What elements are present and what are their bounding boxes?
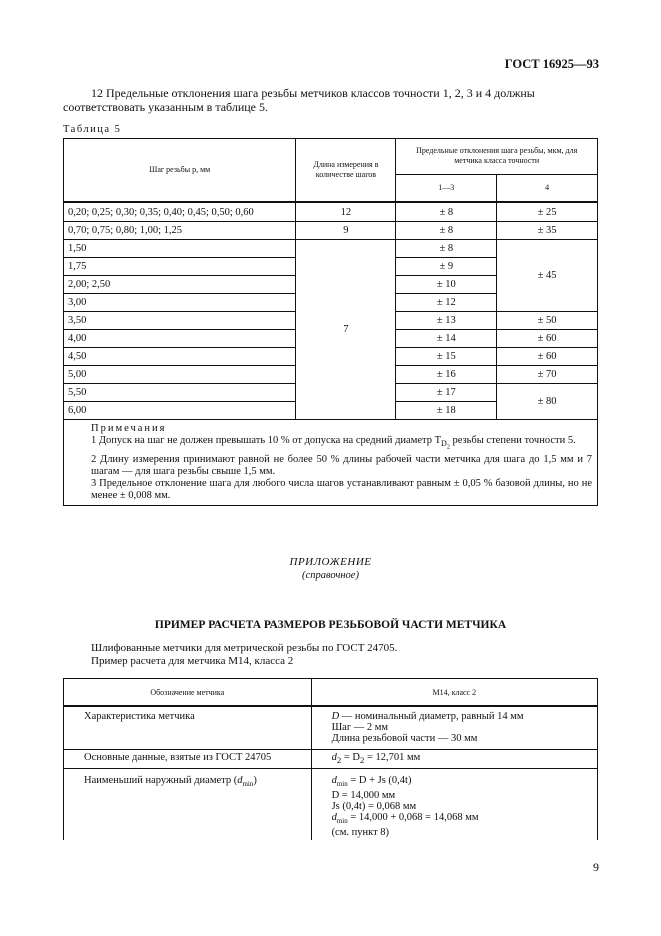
value-text: = 14,000 + 0,068 = 14,068 мм (347, 812, 479, 824)
header-class-4: 4 (497, 174, 598, 202)
table-cell: ± 10 (396, 276, 497, 294)
table-cell-merged-length: 7 (296, 240, 396, 420)
label-text: Наименьший наружный диаметр ( (84, 775, 238, 787)
var-d: d (237, 775, 243, 787)
sub: 2 (359, 755, 365, 766)
table-cell: ± 8 (396, 240, 497, 258)
page-number: 9 (593, 860, 599, 874)
var-d: d (331, 752, 337, 763)
appendix-subtitle: (справочное) (302, 570, 359, 581)
note-2: 2 Длину измерения принимают равной не более 50 % длины рабочей части метчика для шага до 1,5 мм и 7 шагам — для шага резьбы свыше 1,5 мм. (91, 453, 592, 477)
note-1-text: 1 Допуск на шаг не должен превышать 10 % от допуска на средний диаметр T (91, 435, 442, 446)
table-cell: ± 15 (396, 348, 497, 366)
document-code: ГОСТ 16925—93 (504, 57, 599, 71)
table-cell: 5,50 (64, 384, 296, 402)
table-cell: 3,00 (64, 294, 296, 312)
sub: min (336, 817, 348, 826)
sub: min (336, 780, 348, 789)
value-line (332, 775, 591, 790)
table-cell: 9 (296, 222, 396, 240)
var-d: d (331, 812, 337, 824)
table-cell: ± 17 (396, 384, 497, 402)
table-cell-merged-deviation: ± 45 (497, 240, 598, 312)
example-row-label: Основные данные, взятые из ГОСТ 24705 (64, 750, 312, 769)
table-cell: ± 70 (497, 366, 598, 384)
table-cell: 3,50 (64, 312, 296, 330)
table5 (63, 138, 598, 506)
value-line: (см. пункт 8) (331, 827, 390, 839)
sub: min (242, 780, 254, 789)
table-cell: ± 9 (396, 258, 497, 276)
note-1-text-end: резьбы степени точности 5. (449, 435, 576, 446)
value-line: D = 14,000 мм (331, 790, 396, 802)
table-cell: ± 12 (396, 294, 497, 312)
header-deviation: Предельные отклонения шага резьбы, мкм, для метчика класса точности (396, 139, 598, 175)
table-cell: ± 50 (497, 312, 598, 330)
table-cell: 6,00 (64, 402, 296, 420)
table-cell: 4,00 (64, 330, 296, 348)
example-row-value (311, 706, 597, 750)
sub: 2 (336, 755, 342, 766)
table-cell: 5,00 (64, 366, 296, 384)
value-text: — номинальный диаметр, равный 14 мм (339, 711, 524, 722)
table-cell: ± 13 (396, 312, 497, 330)
table-cell: 12 (296, 202, 396, 222)
header-length: Длина измерения в количестве шагов (296, 139, 396, 203)
note-1-sub: D (441, 439, 447, 449)
appendix-heading: ПРИМЕР РАСЧЕТА РАЗМЕРОВ РЕЗЬБОВОЙ ЧАСТИ МЕТЧИКА (154, 619, 507, 631)
table5-notes (64, 420, 598, 506)
note-1-subsub: 2 (446, 444, 450, 451)
header-class-1-3: 1—3 (396, 174, 497, 202)
appendix-title: ПРИЛОЖЕНИЕ (289, 556, 372, 568)
appendix-intro-line1: Шлифованные метчики для метрической резьбы по ГОСТ 24705. (91, 642, 398, 654)
table-cell: 4,50 (64, 348, 296, 366)
example-table (63, 678, 598, 840)
example-header-designation: Обозначение метчика (64, 679, 312, 707)
table-cell: ± 35 (497, 222, 598, 240)
value-line: Шаг — 2 мм (331, 722, 389, 733)
value-text: = D + Js (0,4t) (347, 775, 412, 787)
table-cell: 0,20; 0,25; 0,30; 0,35; 0,40; 0,45; 0,50; 0,60 (64, 202, 296, 222)
table-cell: ± 25 (497, 202, 598, 222)
header-pitch: Шаг резьбы p, мм (64, 139, 296, 203)
intro-paragraph (63, 86, 598, 114)
table-cell: 1,50 (64, 240, 296, 258)
value-line: Длина резьбовой части — 30 мм (331, 733, 478, 744)
example-row-label: Характеристика метчика (64, 706, 312, 750)
value-text: = 12,701 мм (364, 752, 421, 763)
var-d: D (331, 711, 340, 722)
note-1 (69, 435, 592, 454)
intro-paragraph-line1: 12 Предельные отклонения шага резьбы метчиков классов точности 1, 2, 3 и 4 должны (91, 86, 535, 100)
table-cell: ± 60 (497, 330, 598, 348)
value-line (332, 812, 591, 827)
example-row-value (311, 750, 597, 769)
value-line (332, 711, 591, 722)
notes-title: Примечания (91, 423, 167, 434)
var-d: d (331, 775, 337, 787)
table-cell: 2,00; 2,50 (64, 276, 296, 294)
intro-paragraph-line2: соответствовать указанным в таблице 5. (63, 100, 269, 114)
table-cell: 0,70; 0,75; 0,80; 1,00; 1,25 (64, 222, 296, 240)
appendix-intro-line2: Пример расчета для метчика М14, класса 2 (91, 655, 294, 667)
table-cell: ± 60 (497, 348, 598, 366)
value-line: Js (0,4t) = 0,068 мм (331, 801, 417, 813)
table5-caption: Таблица 5 (63, 124, 122, 135)
table-cell: ± 16 (396, 366, 497, 384)
table-cell-merged-deviation: ± 80 (497, 384, 598, 420)
table-cell: ± 14 (396, 330, 497, 348)
table-cell: ± 8 (396, 222, 497, 240)
example-row-label (64, 769, 312, 841)
value-text: = D (341, 752, 360, 763)
note-3: 3 Предельное отклонение шага для любого числа шагов устанавливают равным ± 0,05 % базовой длины, но не менее ± 0,008 мм. (91, 477, 592, 501)
example-header-value: М14, класс 2 (311, 679, 597, 707)
example-row-value (311, 769, 597, 841)
table-cell: ± 18 (396, 402, 497, 420)
table-cell: ± 8 (396, 202, 497, 222)
table-cell: 1,75 (64, 258, 296, 276)
label-text: ) (253, 775, 257, 787)
